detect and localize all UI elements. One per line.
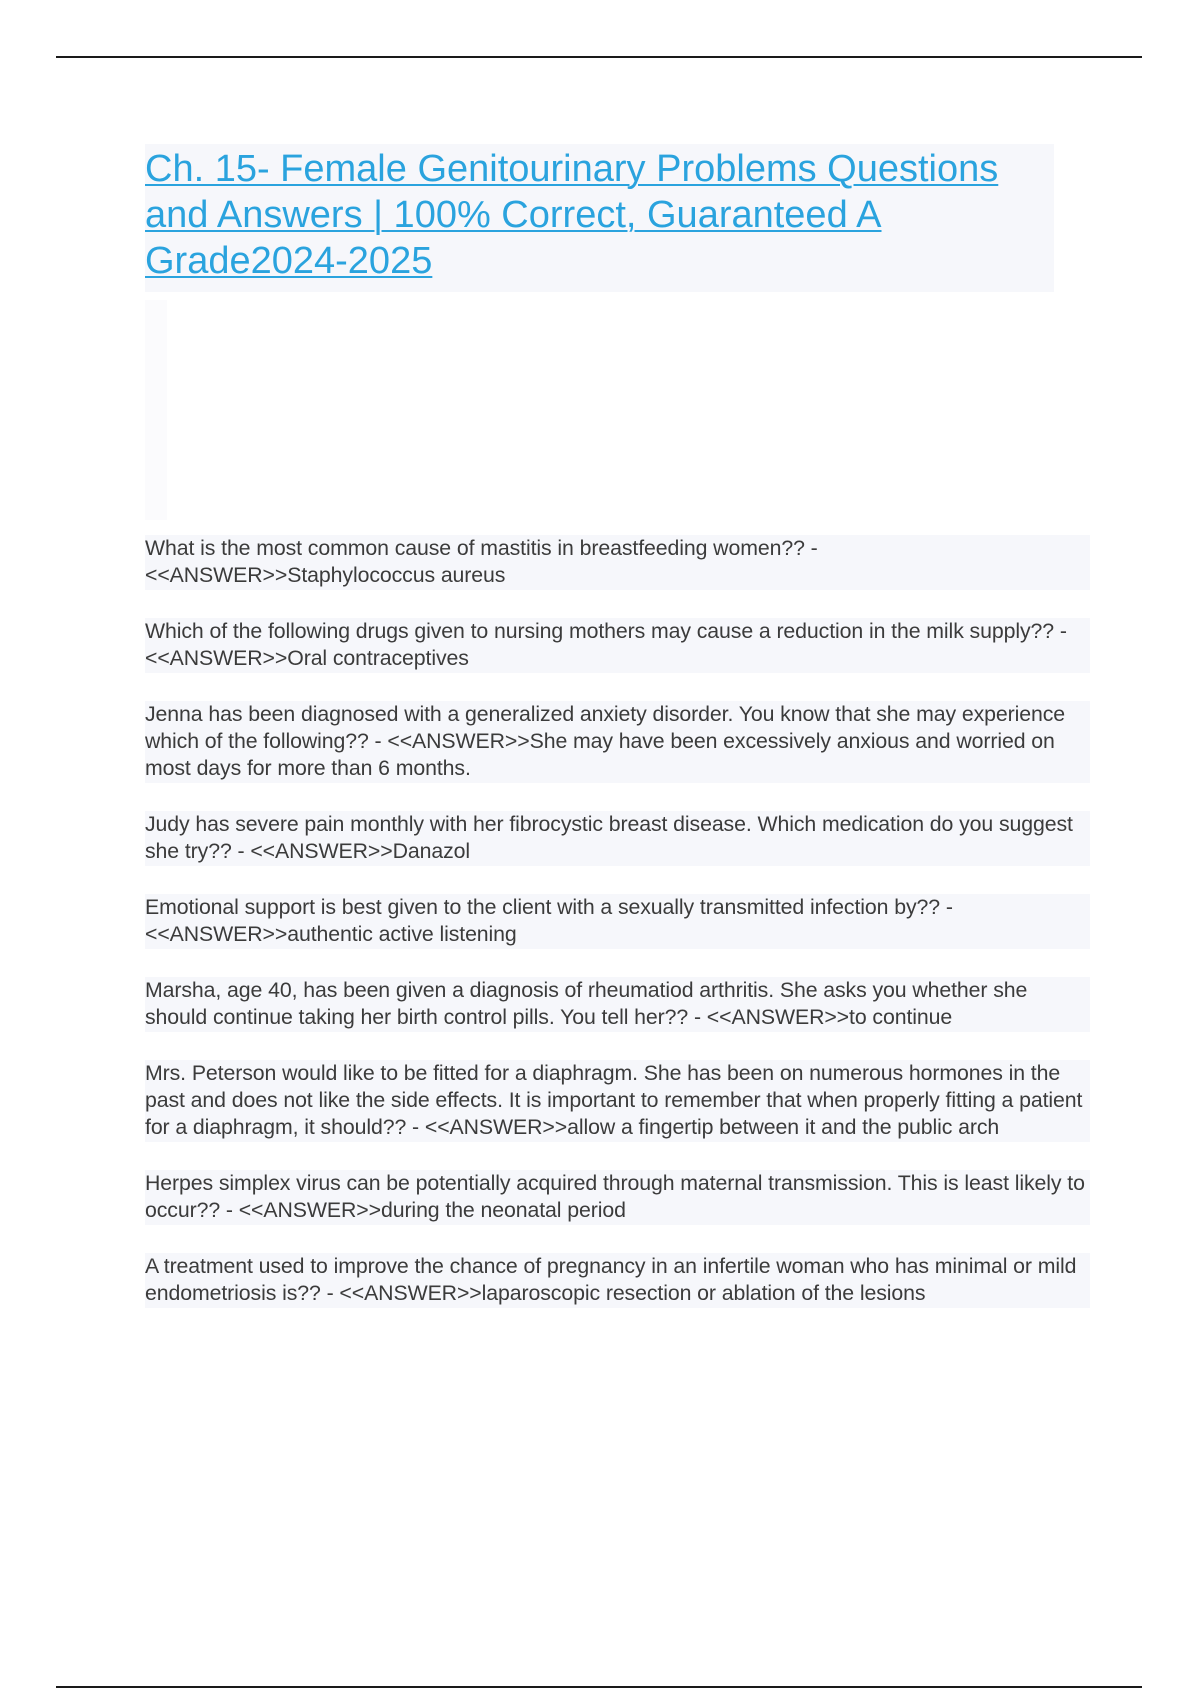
answer-text: Oral contraceptives xyxy=(287,646,469,670)
separator: - xyxy=(940,895,953,919)
question-text: What is the most common cause of mastitis in breastfeeding women?? xyxy=(145,536,805,560)
separator: - xyxy=(368,729,388,753)
question-text: Which of the following drugs given to nursing mothers may cause a reduction in the milk supply?? xyxy=(145,619,1055,643)
question-text: Mrs. Peterson would like to be fitted for a diaphragm. She has been on numerous hormones in the past and does not like the side effects. It is important to remember that when properly fitting a patient for a diaphragm, it should?? xyxy=(145,1061,1083,1139)
separator: - xyxy=(804,536,818,560)
question-text: Marsha, age 40, has been given a diagnosis of rheumatiod arthritis. She asks you whether she should continue taking her birth control pills. You tell her?? xyxy=(145,978,1028,1029)
question-text: Judy has severe pain monthly with her fibrocystic breast disease. Which medication do you suggest she try?? xyxy=(145,812,1073,863)
answer-text: authentic active listening xyxy=(287,922,517,946)
answer-prefix: <<ANSWER>> xyxy=(339,1281,482,1305)
answer-prefix: <<ANSWER>> xyxy=(238,1198,381,1222)
qa-item xyxy=(145,1253,1090,1308)
answer-prefix: <<ANSWER>> xyxy=(250,839,393,863)
separator: - xyxy=(1054,619,1067,643)
qa-item xyxy=(145,894,1090,949)
answer-prefix: <<ANSWER>> xyxy=(145,563,288,587)
title-block xyxy=(145,144,1054,292)
qa-item xyxy=(145,977,1090,1032)
answer-text: during the neonatal period xyxy=(380,1198,626,1222)
answer-text: to continue xyxy=(849,1005,953,1029)
separator: - xyxy=(688,1005,707,1029)
answer-prefix: <<ANSWER>> xyxy=(387,729,530,753)
question-text: Herpes simplex virus can be potentially acquired through maternal transmission. This is least likely to occur?? xyxy=(145,1171,1085,1222)
document-title-link[interactable]: Ch. 15- Female Genitourinary Problems Questions and Answers | 100% Correct, Guaranteed A Grade2024-2025 xyxy=(145,148,999,282)
answer-prefix: <<ANSWER>> xyxy=(145,646,288,670)
answer-text: allow a fingertip between it and the public arch xyxy=(567,1115,1000,1139)
question-text: Jenna has been diagnosed with a generalized anxiety disorder. You know that she may experience which of the following?? xyxy=(145,702,1066,753)
qa-item xyxy=(145,618,1090,673)
answer-text: laparoscopic resection or ablation of the lesions xyxy=(481,1281,926,1305)
qa-item xyxy=(145,535,1090,590)
answer-prefix: <<ANSWER>> xyxy=(706,1005,850,1029)
answer-prefix: <<ANSWER>> xyxy=(424,1115,568,1139)
qa-item xyxy=(145,701,1090,783)
answer-text: Danazol xyxy=(392,839,471,863)
qa-list xyxy=(145,535,1090,1336)
question-text: Emotional support is best given to the client with a sexually transmitted infection by?? xyxy=(145,895,940,919)
separator: - xyxy=(320,1281,340,1305)
qa-item xyxy=(145,1170,1090,1225)
decorative-shade xyxy=(145,300,167,520)
qa-item xyxy=(145,811,1090,866)
answer-text: She may have been excessively anxious and worried on most days for more than 6 months. xyxy=(145,729,1055,780)
answer-prefix: <<ANSWER>> xyxy=(145,922,288,946)
question-text: A treatment used to improve the chance of pregnancy in an infertile woman who has minimal or mild endometriosis is?? xyxy=(145,1254,1077,1305)
separator: - xyxy=(406,1115,425,1139)
separator: - xyxy=(220,1198,239,1222)
header-rule xyxy=(56,56,1142,58)
answer-text: Staphylococcus aureus xyxy=(287,563,506,587)
qa-item xyxy=(145,1060,1090,1142)
separator: - xyxy=(231,839,251,863)
footer-rule xyxy=(56,1686,1142,1688)
